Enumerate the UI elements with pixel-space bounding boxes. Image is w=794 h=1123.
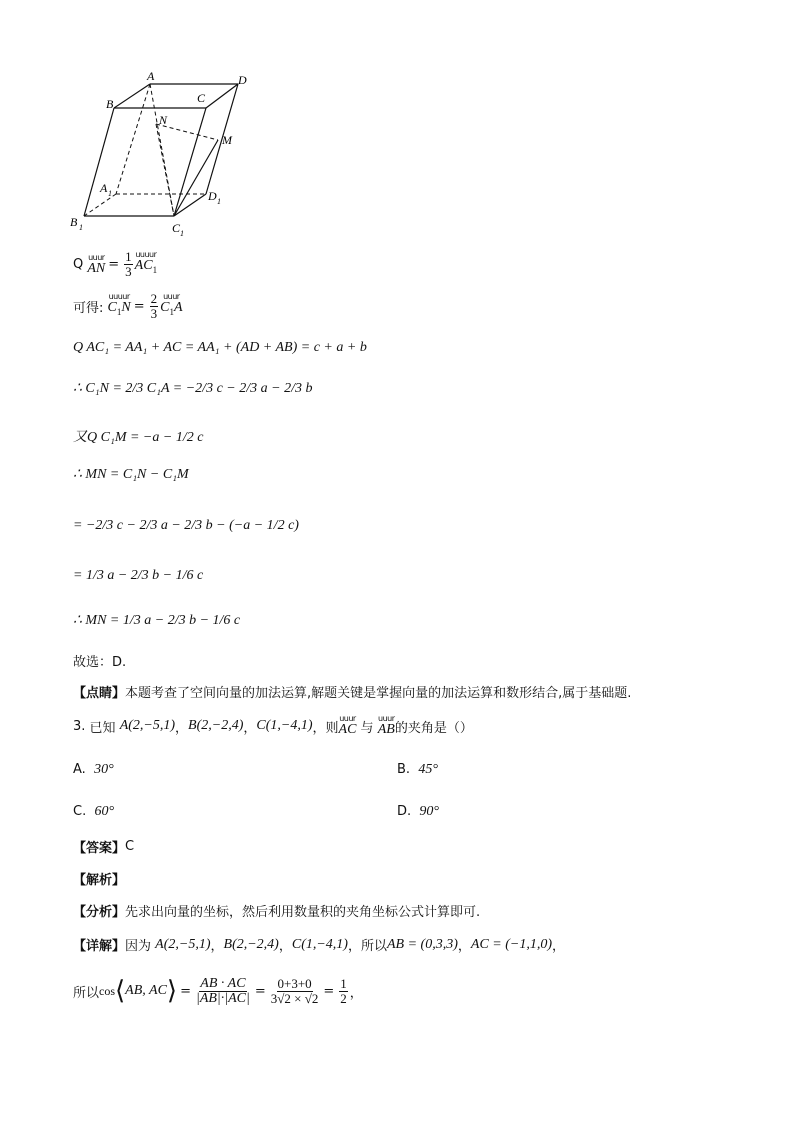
label-N: N — [159, 113, 168, 127]
solution-step-5: 又Q C₁M = −a − 1/2 c — [73, 430, 204, 445]
solution-step-6: ∴ MN = C₁N − C₁M — [73, 467, 189, 482]
svg-text:1: 1 — [79, 223, 83, 232]
solution-step-8: = 1/3 a − 2/3 b − 1/6 c — [73, 568, 204, 583]
svg-text:1: 1 — [217, 197, 221, 206]
answer-line: 【答案】 C — [73, 839, 135, 856]
solution-step-7: = −2/3 c − 2/3 a − 2/3 b − (−a − 1/2 c) — [73, 518, 299, 533]
detail-line: 【详解】 因为 A(2,−5,1) ， B(2,−2,4) ， C(1,−4,1) ， 所以 AB = (0,3,3) ， AC = (−1,1,0) ， — [73, 936, 566, 954]
option-d: D. 90° — [397, 804, 440, 819]
parallelepiped-figure — [70, 68, 250, 238]
option-a: A. 30° — [73, 762, 114, 777]
label-C1: C — [172, 221, 181, 235]
cos-formula: 所以 cos ⟨ AB, AC ⟩ = $\frac{AB \cdot AC}{|AB|\cdot|AC|}$ = $\frac{0+3+0}{3√2 \times √2}$ = $\frac{1}{2}$ ， — [73, 975, 363, 1006]
comment-line: 【点睛】 本题考查了空间向量的加法运算,解题关键是掌握向量的加法运算和数形结合,属于基础题. — [73, 686, 632, 701]
solution-step-2: 可得: uuuur $C_1N$ = $\frac{2}{3}$ uuur $C_1A$ — [73, 291, 183, 321]
svg-text:1: 1 — [108, 189, 112, 198]
option-b: B. 45° — [397, 762, 438, 777]
label-A1: A — [100, 181, 108, 195]
svg-text:1: 1 — [180, 229, 184, 238]
solution-step-4: ∴ C₁N = 2/3 C₁A = −2/3 c − 2/3 a − 2/3 b — [73, 381, 313, 396]
label-A: A — [147, 69, 155, 83]
analysis-tag: 【解析】 — [73, 873, 126, 888]
label-B1: B — [70, 215, 78, 229]
label-C: C — [197, 91, 206, 105]
label-D: D — [238, 73, 247, 87]
solution-step-9: ∴ MN = 1/3 a − 2/3 b − 1/6 c — [73, 613, 241, 628]
solution-step-1: Q uuur AN = $\frac{1}{3}$ uuuur $AC_1$ — [73, 249, 158, 279]
solution-step-3: Q AC₁ = AA₁ + AC = AA₁ + (AD + AB) = c + a + b — [73, 340, 367, 355]
choose-answer: 故选：D. — [73, 655, 127, 670]
label-D1: D — [208, 189, 217, 203]
option-c: C. 60° — [73, 804, 115, 819]
label-M: M — [222, 133, 232, 147]
question-3: 3. 已知 A(2,−5,1) ， B(2,−2,4) ， C(1,−4,1) ，则 uuur AC 与 uuur AB 的夹角是（） — [73, 714, 473, 737]
fenxi-line: 【分析】 先求出向量的坐标，然后利用数量积的夹角坐标公式计算即可. — [73, 905, 481, 920]
label-B: B — [106, 97, 114, 111]
